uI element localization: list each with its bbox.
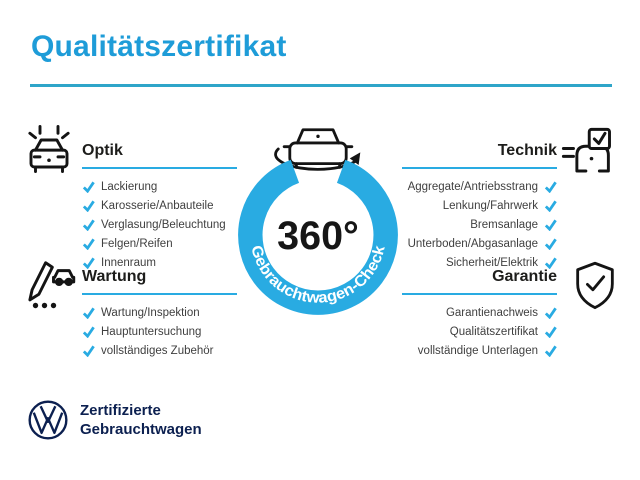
list-item: Sicherheit/Elektrik (408, 253, 557, 272)
section-title-wartung: Wartung (82, 268, 147, 285)
section-title-optik: Optik (82, 142, 123, 159)
garantie-item-list (418, 303, 557, 360)
check-icon (82, 237, 95, 250)
brand-wordmark: Zertifizierte Gebrauchtwagen (80, 402, 202, 438)
check-icon (544, 199, 557, 212)
list-item: Wartung/Inspektion (82, 303, 214, 322)
check-icon (544, 325, 557, 338)
check-icon (544, 344, 557, 357)
list-item: Garantienachweis (418, 303, 557, 322)
check-icon (82, 218, 95, 231)
check-icon (544, 237, 557, 250)
list-item: Innenraum (82, 253, 226, 272)
section-rule-garantie (402, 293, 557, 295)
ring-label: Gebrauchtwagen-Check (247, 243, 389, 307)
check-icon (82, 199, 95, 212)
section-title-garantie: Garantie (492, 268, 557, 285)
list-item: Unterboden/Abgasanlage (408, 234, 557, 253)
360-check-badge (224, 124, 412, 316)
list-item: Lackierung (82, 177, 226, 196)
list-item: Felgen/Reifen (82, 234, 226, 253)
list-item: Qualitätszertifikat (418, 322, 557, 341)
optik-item-list (82, 177, 226, 272)
check-icon (544, 306, 557, 319)
list-item: Verglasung/Beleuchtung (82, 215, 226, 234)
wartung-item-list (82, 303, 214, 360)
list-item: Lenkung/Fahrwerk (408, 196, 557, 215)
check-icon (544, 180, 557, 193)
technik-item-list (408, 177, 557, 272)
car-headlights-icon (22, 122, 76, 176)
list-item: Aggregate/Antriebsstrang (408, 177, 557, 196)
section-title-technik: Technik (497, 142, 557, 159)
check-icon (82, 344, 95, 357)
list-item: Karosserie/Anbauteile (82, 196, 226, 215)
list-item: Hauptuntersuchung (82, 322, 214, 341)
shield-check-icon (572, 260, 618, 312)
check-icon (82, 325, 95, 338)
check-icon (544, 218, 557, 231)
section-rule-wartung (82, 293, 237, 295)
page-title: Qualitätszertifikat (31, 30, 287, 63)
list-item: vollständige Unterlagen (418, 341, 557, 360)
list-item: vollständiges Zubehör (82, 341, 214, 360)
vw-logo (26, 398, 70, 442)
car-checkbox-icon (560, 126, 614, 180)
degree-label: 360° (277, 214, 359, 259)
title-divider (30, 84, 612, 87)
list-item: Bremsanlage (408, 215, 557, 234)
check-icon (82, 180, 95, 193)
pencil-car-checklist-icon (22, 256, 76, 310)
section-rule-optik (82, 167, 237, 169)
check-icon (82, 306, 95, 319)
section-rule-technik (402, 167, 557, 169)
